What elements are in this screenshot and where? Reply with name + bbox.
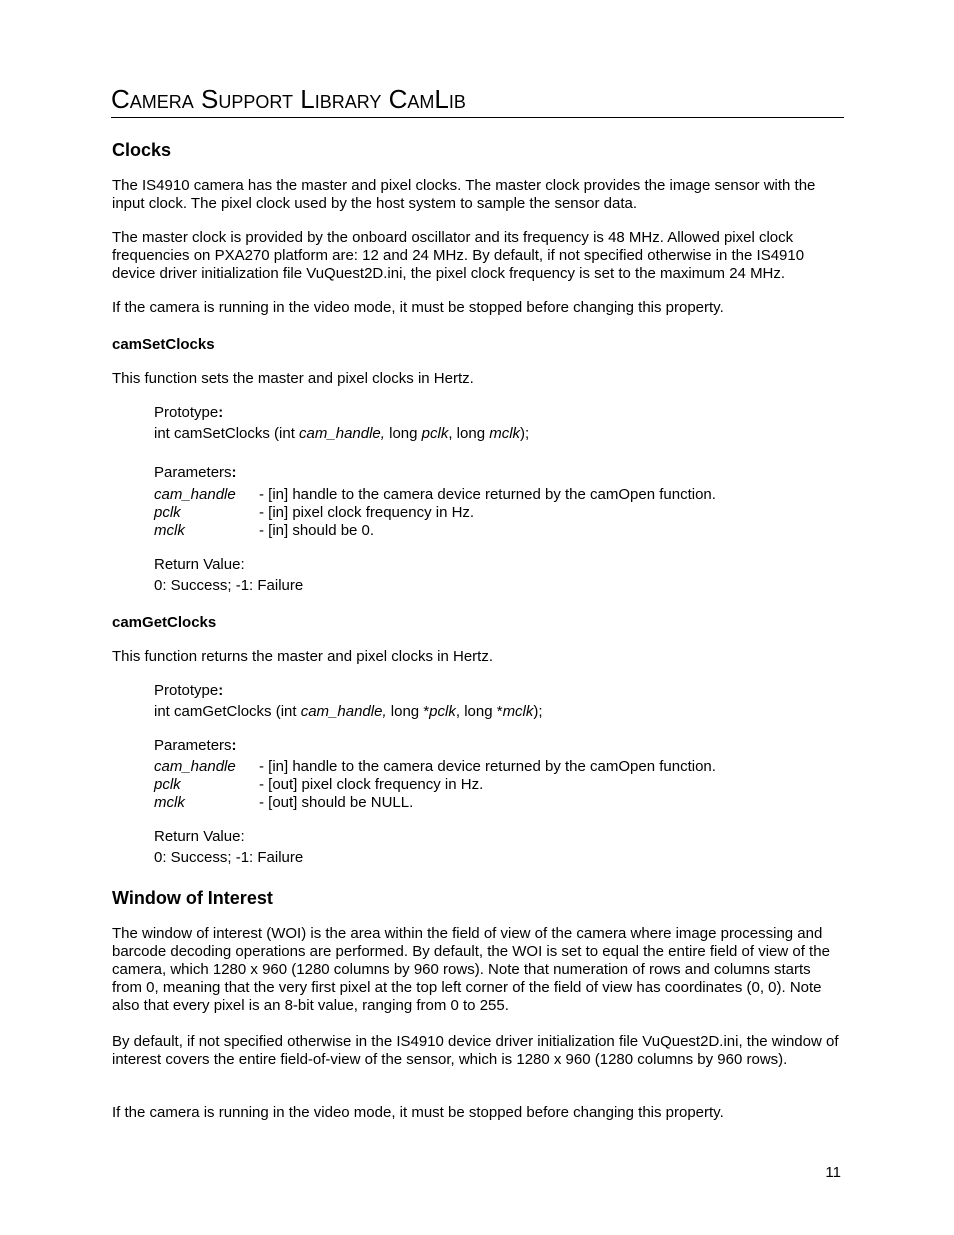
camsetclocks-description: This function sets the master and pixel clocks in Hertz. [112,370,474,387]
camsetclocks-prototype: int camSetClocks (int cam_handle, long pclk, long mclk); [154,425,530,442]
function-heading-camgetclocks: camGetClocks [112,614,217,631]
parameter-description: - [out] should be NULL. [259,794,414,811]
woi-paragraph-3: If the camera is running in the video mode, it must be stopped before changing this property. [112,1104,724,1121]
parameter-name: cam_handle [154,486,236,503]
camsetclocks-prototype-label: Prototype: [154,404,224,421]
section-heading-window-of-interest: Window of Interest [112,888,273,908]
parameter-name: mclk [154,522,185,539]
parameter-description: - [in] handle to the camera device returned by the camOpen function. [259,486,716,503]
parameter-name: pclk [154,776,181,793]
camgetclocks-parameters-label: Parameters: [154,737,237,754]
camgetclocks-prototype: int camGetClocks (int cam_handle, long *pclk, long *mclk); [154,703,543,720]
section-heading-clocks: Clocks [112,140,172,160]
camgetclocks-description: This function returns the master and pixel clocks in Hertz. [112,648,493,665]
camgetclocks-return-label: Return Value: [154,828,245,845]
parameter-row [154,486,834,504]
clocks-paragraph-1: The IS4910 camera has the master and pixel clocks. The master clock provides the image sensor with the input clock. The pixel clock used by the host system to sample the sensor data. [112,177,816,212]
parameter-description: - [out] pixel clock frequency in Hz. [259,776,484,793]
camgetclocks-prototype-label: Prototype: [154,682,224,699]
camsetclocks-parameters-label: Parameters: [154,464,237,481]
parameter-row [154,758,834,776]
page-number: 11 [825,1164,841,1181]
parameter-description: - [in] pixel clock frequency in Hz. [259,504,475,521]
woi-paragraph-2: By default, if not specified otherwise in the IS4910 device driver initialization file VuQuest2D.ini, the window of interest covers the entire field-of-view of the sensor, which is 1280 x 960 (1280 columns by 960 rows). [112,1033,839,1068]
camsetclocks-return-label: Return Value: [154,556,245,573]
woi-paragraph-1: The window of interest (WOI) is the area within the field of view of the camera where image processing and barcode decoding operations are performed. By default, the WOI is set to equal the entire field of view of the camera, which 1280 x 960 (1280 columns by 960 rows). Note that numeration of rows and columns starts from 0, meaning that the very first pixel at the top left corner of the field of view has coordinates (0, 0). Note also that every pixel is an 8-bit value, ranging from 0 to 255. [112,925,830,1014]
clocks-paragraph-2: The master clock is provided by the onboard oscillator and its frequency is 48 MHz. Allowed pixel clock frequencies on PXA270 platform are: 12 and 24 MHz. By default, if not specified otherwise in the IS4910 device driver initialization file VuQuest2D.ini, the pixel clock frequency is set to the maximum 24 MHz. [112,229,805,282]
parameter-description: - [in] handle to the camera device returned by the camOpen function. [259,758,716,775]
camsetclocks-parameter-list [154,486,834,540]
parameter-description: - [in] should be 0. [259,522,375,539]
clocks-paragraph-3: If the camera is running in the video mode, it must be stopped before changing this property. [112,299,724,316]
camsetclocks-return-value: 0: Success; -1: Failure [154,577,304,594]
parameter-name: cam_handle [154,758,236,775]
parameter-row [154,794,834,812]
parameter-name: pclk [154,504,181,521]
camgetclocks-parameter-list [154,758,834,812]
parameter-row [154,504,834,522]
parameter-name: mclk [154,794,185,811]
page-title: Camera Support Library CamLib [111,83,844,118]
parameter-row [154,776,834,794]
function-heading-camsetclocks: camSetClocks [112,336,215,353]
camgetclocks-return-value: 0: Success; -1: Failure [154,849,304,866]
parameter-row [154,522,834,540]
